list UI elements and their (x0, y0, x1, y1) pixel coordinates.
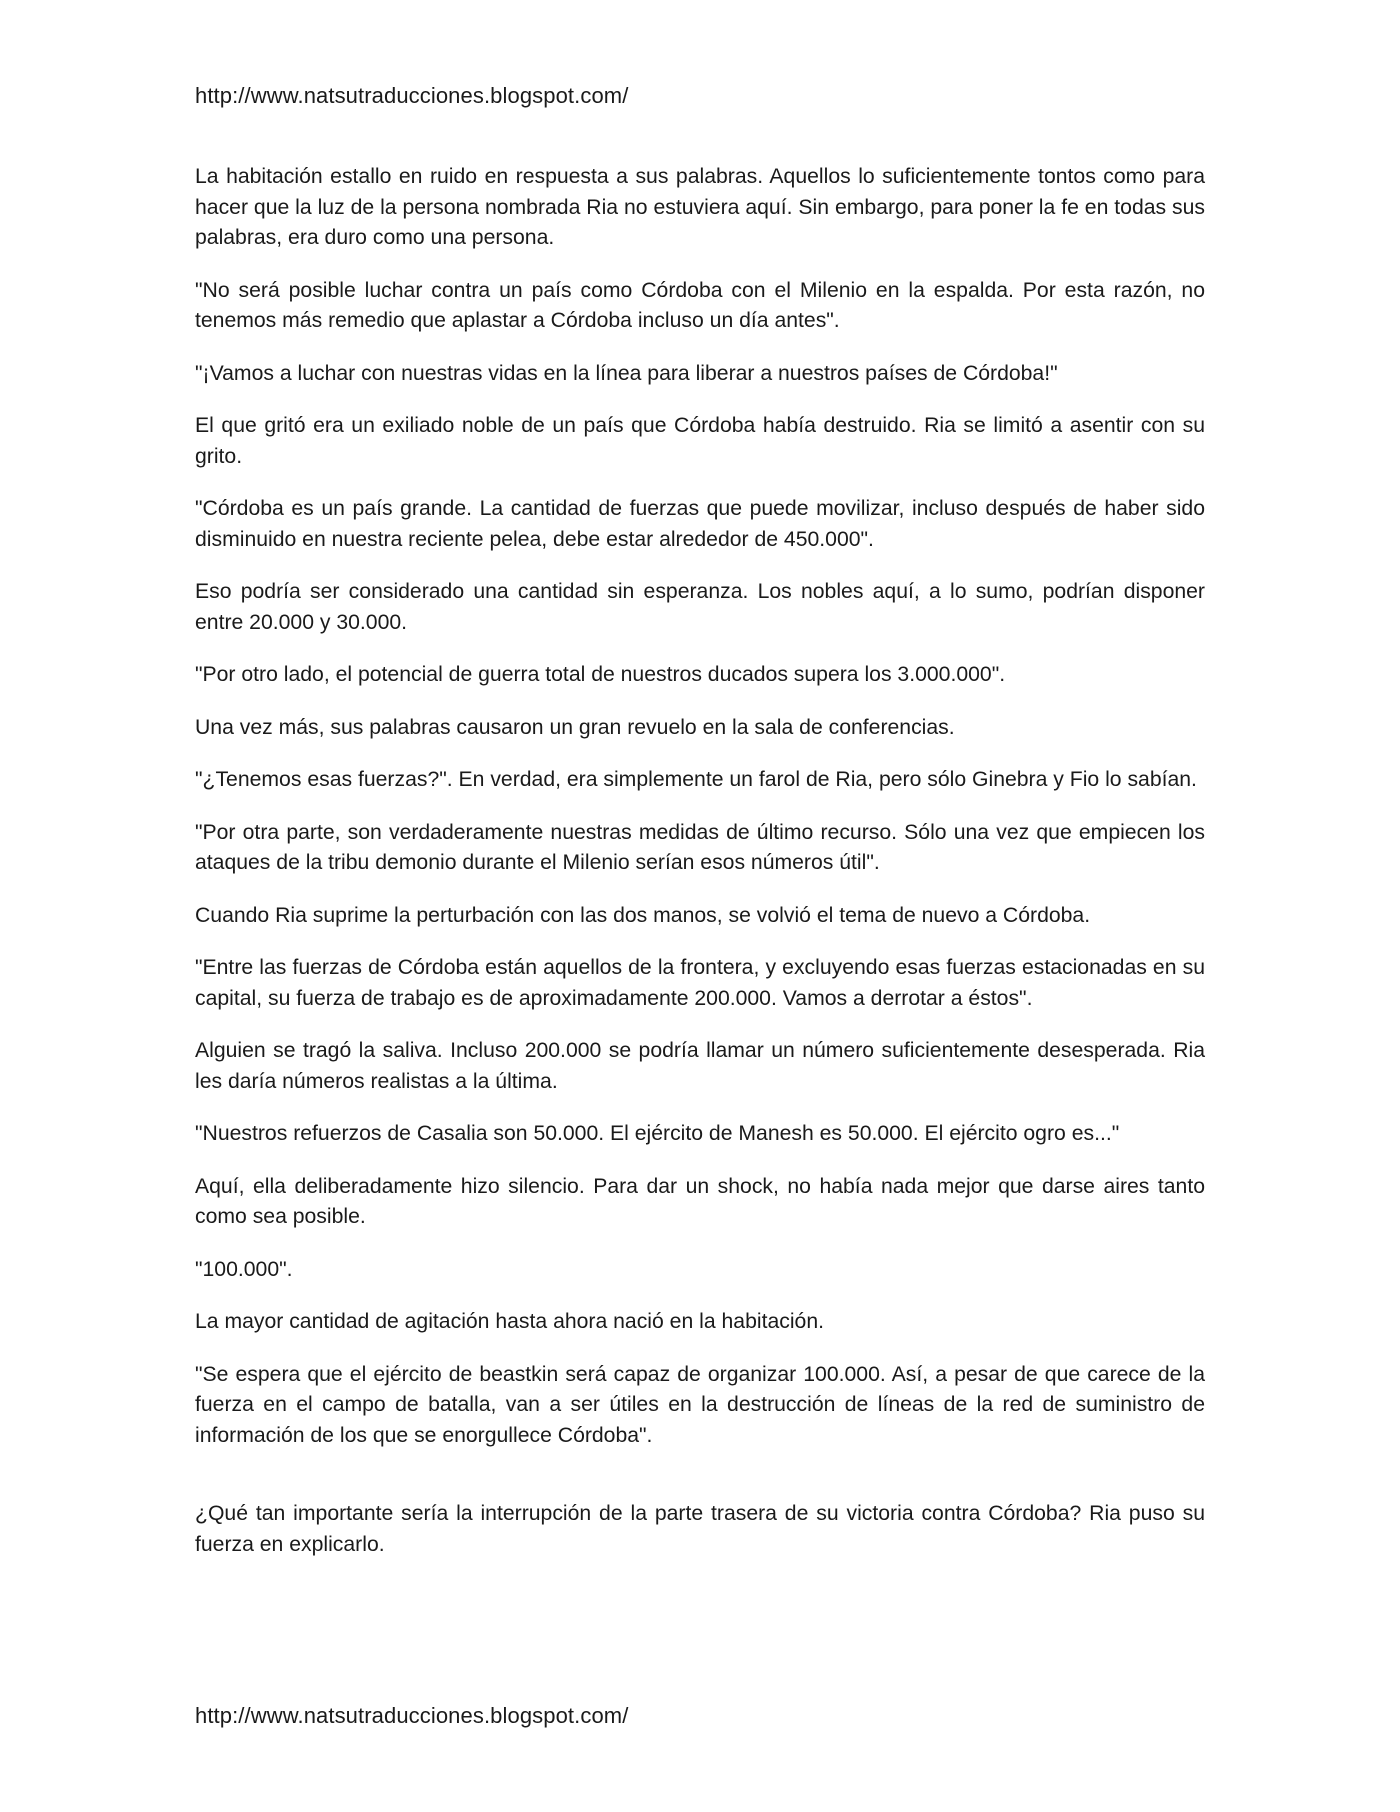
paragraph: "Por otra parte, son verdaderamente nuestras medidas de último recurso. Sólo una vez que empiecen los ataques de la tribu demonio durante el Milenio serían esos números útil". (195, 820, 1205, 874)
paragraph: "Por otro lado, el potencial de guerra total de nuestros ducados supera los 3.000.000". (195, 663, 1006, 686)
paragraph: Alguien se tragó la saliva. Incluso 200.000 se podría llamar un número suficientemente desesperada. Ria les daría números realistas a la última. (195, 1039, 1205, 1093)
paragraph: La habitación estallo en ruido en respuesta a sus palabras. Aquellos lo suficientemente tontos como para hacer que la luz de la persona nombrada Ria no estuviera aquí. Sin embargo, para poner la fe en todas sus palabras, era duro como una persona. (195, 165, 1205, 249)
body-text (195, 162, 1205, 1582)
paragraph: Eso podría ser considerado una cantidad sin esperanza. Los nobles aquí, a lo sumo, podrían disponer entre 20.000 y 30.000. (195, 580, 1205, 634)
paragraph: Una vez más, sus palabras causaron un gran revuelo en la sala de conferencias. (195, 715, 955, 739)
paragraph: El que gritó era un exiliado noble de un país que Córdoba había destruido. Ria se limitó a asentir con su grito. (195, 414, 1205, 468)
paragraph: "Se espera que el ejército de beastkin será capaz de organizar 100.000. Así, a pesar de que carece de la fuerza en el campo de batalla, van a ser útiles en la destrucción de líneas de la red de suministro de información de los que se enorgullece Córdoba". (195, 1362, 1205, 1447)
paragraph: "Córdoba es un país grande. La cantidad de fuerzas que puede movilizar, incluso después de haber sido disminuido en nuestra reciente pelea, debe estar alrededor de 450.000". (195, 497, 1205, 551)
paragraph: Aquí, ella deliberadamente hizo silencio. Para dar un shock, no había nada mejor que darse aires tanto como sea posible. (195, 1174, 1205, 1228)
paragraph: "100.000". (195, 1257, 293, 1281)
paragraph: "¿Tenemos esas fuerzas?". En verdad, era simplemente un farol de Ria, pero sólo Ginebra y Fio lo sabían. (195, 768, 1197, 791)
paragraph: "Nuestros refuerzos de Casalia son 50.000. El ejército de Manesh es 50.000. El ejército ogro es..." (195, 1122, 1120, 1145)
footer-url: http://www.natsutraducciones.blogspot.com/ (195, 1703, 629, 1728)
paragraph: ¿Qué tan importante sería la interrupción de la parte trasera de su victoria contra Córdoba? Ria puso su fuerza en explicarlo. (195, 1502, 1205, 1556)
paragraph: "¡Vamos a luchar con nuestras vidas en la línea para liberar a nuestros países de Córdoba!" (195, 361, 1058, 385)
paragraph: "No será posible luchar contra un país como Córdoba con el Milenio en la espalda. Por esta razón, no tenemos más remedio que aplastar a Córdoba incluso un día antes". (195, 278, 1205, 332)
paragraph: Cuando Ria suprime la perturbación con las dos manos, se volvió el tema de nuevo a Córdoba. (195, 903, 1091, 927)
header-url: http://www.natsutraducciones.blogspot.com/ (195, 83, 629, 108)
paragraph: La mayor cantidad de agitación hasta ahora nació en la habitación. (195, 1310, 824, 1333)
paragraph: "Entre las fuerzas de Córdoba están aquellos de la frontera, y excluyendo esas fuerzas estacionadas en su capital, su fuerza de trabajo es de aproximadamente 200.000. Vamos a derrotar a éstos". (195, 956, 1205, 1010)
